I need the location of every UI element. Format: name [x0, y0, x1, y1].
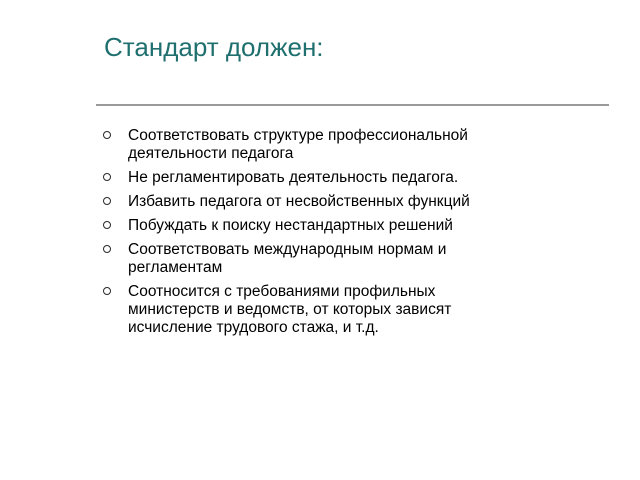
bullet-item [100, 241, 570, 277]
bullet-text: Избавить педагога от несвойственных функций [128, 193, 470, 210]
slide-title: Стандарт должен: [104, 32, 324, 62]
bullet-text: Не регламентировать деятельность педагога. [128, 169, 459, 186]
bullet-text: Соответствовать международным нормам и регламентам [128, 241, 447, 276]
title-divider [96, 104, 609, 106]
bullet-item [100, 169, 570, 187]
hollow-circle-bullet-icon [103, 287, 111, 295]
hollow-circle-bullet-icon [103, 245, 111, 253]
bullet-text: Побуждать к поиску нестандартных решений [128, 217, 453, 234]
bullet-list [100, 127, 570, 343]
bullet-text: Соответствовать структуре профессиональной деятельности педагога [128, 127, 468, 162]
hollow-circle-bullet-icon [103, 221, 111, 229]
hollow-circle-bullet-icon [103, 197, 111, 205]
bullet-item [100, 127, 570, 163]
bullet-item [100, 193, 570, 211]
bullet-text: Соотносится с требованиями профильных министерств и ведомств, от которых зависят исчисление трудового стажа, и т.д. [128, 283, 452, 336]
hollow-circle-bullet-icon [103, 173, 111, 181]
hollow-circle-bullet-icon [103, 131, 111, 139]
bullet-item [100, 217, 570, 235]
bullet-item [100, 283, 570, 337]
